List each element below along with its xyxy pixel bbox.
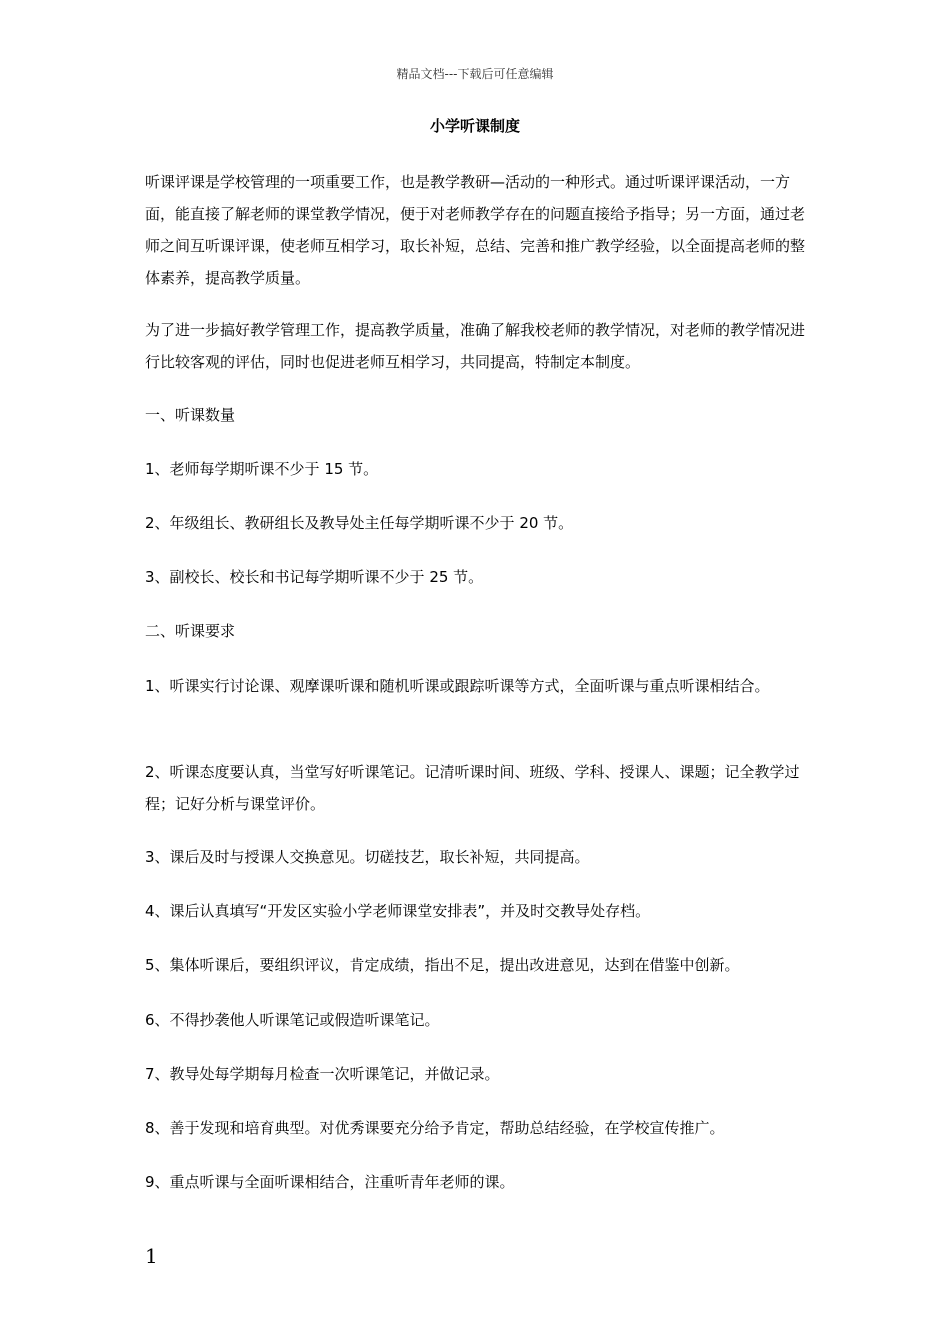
list-item: 2、听课态度要认真，当堂写好听课笔记。记清听课时间、班级、学科、授课人、课题；记全教学过程；记好分析与课堂评价。: [145, 763, 800, 813]
list-item: 4、课后认真填写“开发区实验小学老师课堂安排表”，并及时交教导处存档。: [145, 902, 651, 920]
list-item: 1、老师每学期听课不少于 15 节。: [145, 460, 379, 478]
list-item: 2、年级组长、教研组长及教导处主任每学期听课不少于 20 节。: [145, 514, 574, 532]
list-item: 7、教导处每学期每月检查一次听课笔记，并做记录。: [145, 1065, 500, 1083]
page-number: 1: [145, 1244, 158, 1268]
list-item: 1、听课实行讨论课、观摩课听课和随机听课或跟踪听课等方式，全面听课与重点听课相结合。: [145, 677, 770, 695]
paragraph-purpose: 为了进一步搞好教学管理工作，提高教学质量，准确了解我校老师的教学情况，对老师的教学情况进行比较客观的评估，同时也促进老师互相学习，共同提高，特制定本制度。: [145, 321, 806, 371]
section-heading-quantity: 一、听课数量: [145, 406, 236, 424]
list-item: 8、善于发现和培育典型。对优秀课要充分给予肯定，帮助总结经验，在学校宣传推广。: [145, 1119, 725, 1137]
section-heading-requirements: 二、听课要求: [145, 622, 236, 640]
list-item: 5、集体听课后，要组织评议，肯定成绩，指出不足，提出改进意见，达到在借鉴中创新。: [145, 956, 740, 974]
list-item: 9、重点听课与全面听课相结合，注重听青年老师的课。: [145, 1173, 515, 1191]
list-item: 3、课后及时与授课人交换意见。切磋技艺，取长补短，共同提高。: [145, 848, 590, 866]
list-item: 3、副校长、校长和书记每学期听课不少于 25 节。: [145, 568, 484, 586]
paragraph-intro: 听课评课是学校管理的一项重要工作，也是教学教研—活动的一种形式。通过听课评课活动，一方面，能直接了解老师的课堂教学情况，便于对老师教学存在的问题直接给予指导；另一方面，通过老师之间互听课评课，使老师互相学习，取长补短，总结、完善和推广教学经验，以全面提高老师的整体素养，提高教学质量。: [145, 173, 806, 287]
page-header: 精品文档---下载后可任意编辑: [396, 67, 554, 81]
document-title: 小学听课制度: [429, 117, 520, 135]
list-item: 6、不得抄袭他人听课笔记或假造听课笔记。: [145, 1011, 440, 1029]
